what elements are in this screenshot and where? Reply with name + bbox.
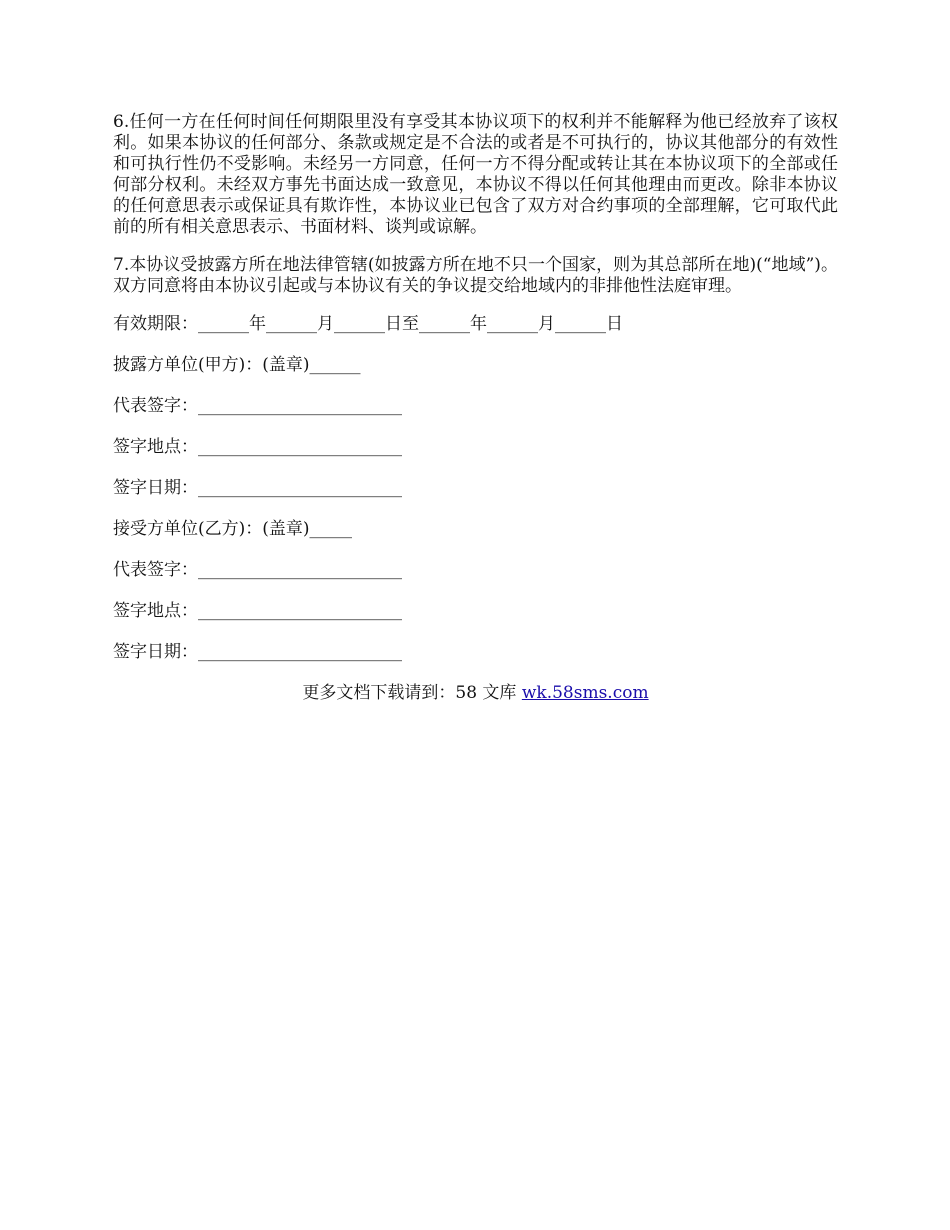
party-a-date-line: 签字日期：________________________ [113,478,402,498]
party-a-place-line: 签字地点：________________________ [113,437,402,457]
party-b-signature-line: 代表签字：________________________ [113,560,402,580]
party-b-place-line: 签字地点：________________________ [113,601,402,621]
footer-prefix-text: 更多文档下载请到：58 文库 [302,683,522,703]
clause-6-paragraph: 6.任何一方在任何时间任何期限里没有享受其本协议项下的权利并不能解释为他已经放弃了该权利。如果本协议的任何部分、条款或规定是不合法的或者是不可执行的，协议其他部分的有效性和可执行性仍不受影响。未经另一方同意，任何一方不得分配或转让其在本协议项下的全部或任何部分权利。未经双方事先书面达成一致意见，本协议不得以任何其他理由而更改。除非本协议的任何意思表示或保证具有欺诈性，本协议业已包含了双方对合约事项的全部理解，它可取代此前的所有相关意思表示、书面材料、谈判或谅解。 [113,112,838,237]
party-a-unit-line: 披露方单位(甲方)：(盖章)______ [113,355,361,375]
validity-period-line: 有效期限：______年______月______日至______年______月______日 [113,314,623,334]
party-b-date-line: 签字日期：________________________ [113,642,402,662]
footer-site-link[interactable]: wk.58sms.com [521,683,649,703]
download-footer [113,683,838,704]
clause-7-paragraph: 7.本协议受披露方所在地法律管辖(如披露方所在地不只一个国家，则为其总部所在地)(“地域”)。双方同意将由本协议引起或与本协议有关的争议提交给地域内的非排他性法庭审理。 [113,255,838,296]
party-a-signature-line: 代表签字：________________________ [113,396,402,416]
party-b-unit-line: 接受方单位(乙方)：(盖章)_____ [113,519,353,539]
